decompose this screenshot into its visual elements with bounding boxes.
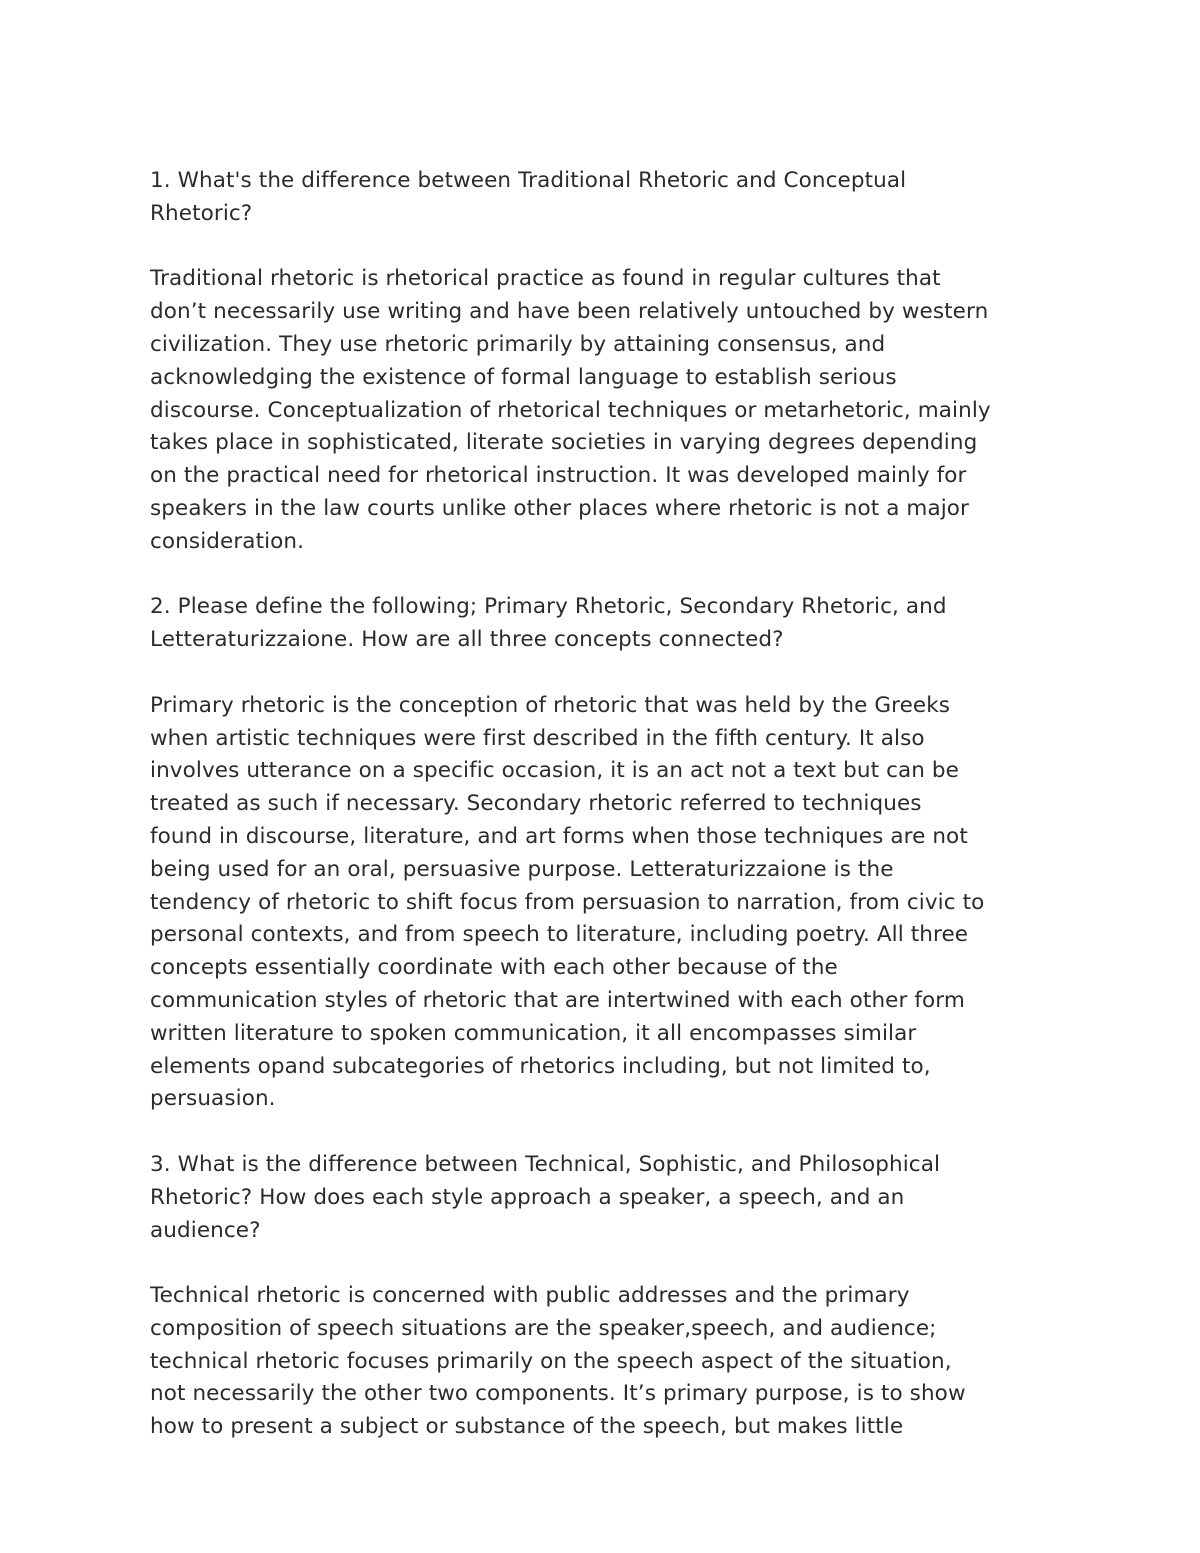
answer-3: Technical rhetoric is concerned with public addresses and the primary composition of speech situations are the speaker,speech, and audience; technical rhetoric focuses primarily on the speech aspect of the situation, not necessarily the other two components. It’s primary purpose, is to show how to present a subject or substance of the speech, but makes little xyxy=(150,1283,966,1440)
question-2: 2. Please define the following; Primary Rhetoric, Secondary Rhetoric, and Letteraturizzaione. How are all three concepts connected? xyxy=(150,594,947,653)
document-body xyxy=(150,165,1070,1477)
question-3: 3. What is the difference between Technical, Sophistic, and Philosophical Rhetoric? How does each style approach a speaker, a speech, and an audience? xyxy=(150,1151,941,1243)
answer-1: Traditional rhetoric is rhetorical practice as found in regular cultures that don’t necessarily use writing and have been relatively untouched by western civilization. They use rhetoric primarily by attaining consensus, and acknowledging the existence of formal language to establish serious discourse. Conceptualization of rhetorical techniques or metarhetoric, mainly takes place in sophisticated, literate societies in varying degrees depending on the practical need for rhetorical instruction. It was developed mainly for speakers in the law courts unlike other places where rhetoric is not a major consideration. xyxy=(150,266,991,554)
answer-2: Primary rhetoric is the conception of rhetoric that was held by the Greeks when artistic techniques were first described in the fifth century. It also involves utterance on a specific occasion, it is an act not a text but can be treated as such if necessary. Secondary rhetoric referred to techniques found in discourse, literature, and art forms when those techniques are not being used for an oral, persuasive purpose. Letteraturizzaione is the tendency of rhetoric to shift focus from persuasion to narration, from civic to personal contexts, and from speech to literature, including poetry. All three concepts essentially coordinate with each other because of the communication styles of rhetoric that are intertwined with each other form written literature to spoken communication, it all encompasses similar elements opand subcategories of rhetorics including, but not limited to, persuasion. xyxy=(150,692,985,1112)
question-1: 1. What's the difference between Traditional Rhetoric and Conceptual Rhetoric? xyxy=(150,168,907,226)
